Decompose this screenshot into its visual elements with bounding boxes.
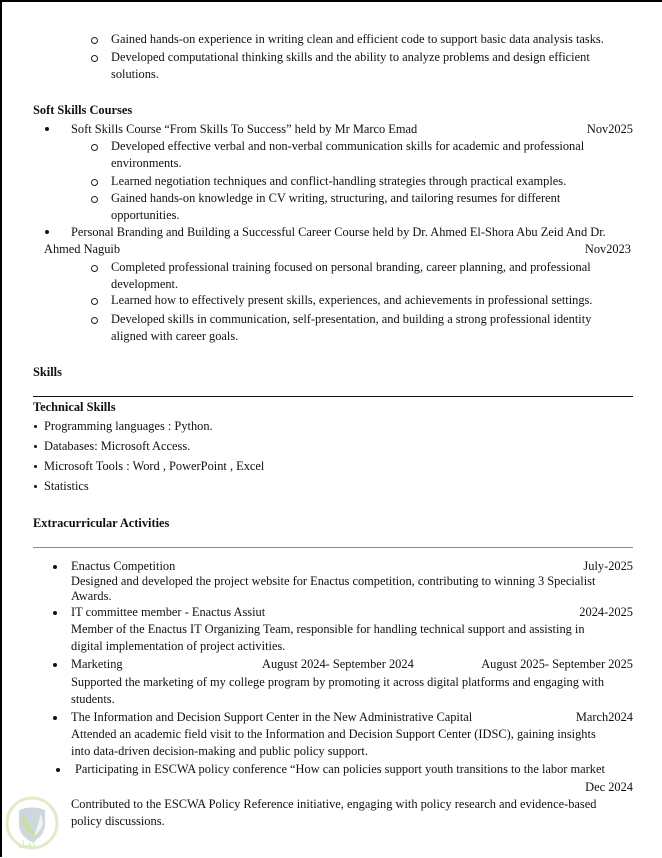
- bullet-icon: [53, 611, 57, 615]
- skill-item: Databases: Microsoft Access.: [44, 439, 191, 453]
- watermark-label: كفيل: [18, 840, 37, 850]
- bullet-text: Gained hands-on experience in writing clean and efficient code to support basic data analysis tasks.: [111, 32, 604, 46]
- activity-date: Dec 2024: [585, 780, 633, 794]
- skill-item: Statistics: [44, 479, 89, 493]
- bullet-text: Developed computational thinking skills and the ability to analyze problems and design efficient: [111, 50, 590, 64]
- activity-desc: students.: [71, 692, 115, 706]
- bullet-text: Completed professional training focused on personal branding, career planning, and professional: [111, 260, 591, 274]
- activity-desc: digital implementation of project activities.: [71, 639, 286, 653]
- activity-date-mid: August 2024- September 2024: [262, 657, 414, 671]
- hollow-bullet-icon: [91, 37, 98, 44]
- hollow-bullet-icon: [91, 298, 98, 305]
- bullet-icon: [53, 716, 57, 720]
- bullet-icon: [45, 230, 49, 234]
- hollow-bullet-icon: [91, 144, 98, 151]
- bullet-text: Learned how to effectively present skills, experiences, and achievements in professional settings.: [111, 293, 593, 307]
- bullet-text: solutions.: [111, 67, 159, 81]
- watermark-logo: [4, 796, 60, 854]
- bullet-icon: [56, 768, 60, 772]
- bullet-icon: [34, 465, 37, 468]
- activity-desc: Attended an academic field visit to the Information and Decision Support Center (IDSC), gaining insights: [71, 727, 596, 741]
- section-divider: [33, 396, 633, 397]
- bullet-icon: [34, 425, 37, 428]
- section-divider: [33, 547, 633, 548]
- bullet-text: environments.: [111, 156, 182, 170]
- activity-title: Participating in ESCWA policy conference “How can policies support youth transitions to the labor market: [75, 762, 605, 776]
- bullet-icon: [53, 565, 57, 569]
- activity-desc: Member of the Enactus IT Organizing Team, responsible for handling technical support and assisting in: [71, 622, 585, 636]
- activity-date: 2024-2025: [579, 605, 633, 619]
- bullet-text: aligned with career goals.: [111, 329, 239, 343]
- bullet-text: Learned negotiation techniques and conflict-handling strategies through practical examples.: [111, 174, 567, 188]
- activity-date: March2024: [575, 710, 633, 724]
- hollow-bullet-icon: [91, 265, 98, 272]
- bullet-text: opportunities.: [111, 208, 180, 222]
- activity-desc: into data-driven decision-making and public policy support.: [71, 744, 368, 758]
- skill-item: Programming languages : Python.: [44, 419, 213, 433]
- bullet-text: Gained hands-on knowledge in CV writing, structuring, and tailoring resumes for different: [111, 191, 561, 205]
- course-date: Nov2023: [584, 242, 631, 256]
- subheading-technical-skills: Technical Skills: [33, 400, 116, 414]
- skill-item: Microsoft Tools : Word , PowerPoint , Excel: [44, 459, 265, 473]
- activity-desc: Awards.: [71, 589, 112, 603]
- bullet-text: Developed effective verbal and non-verbal communication skills for academic and professional: [111, 139, 585, 153]
- activity-date: July-2025: [583, 559, 633, 573]
- section-heading-activities: Extracurricular Activities: [33, 516, 170, 530]
- activity-desc: Contributed to the ESCWA Policy Reference initiative, engaging with policy research and evidence-based: [71, 797, 597, 811]
- activity-title: The Information and Decision Support Center in the New Administrative Capital: [71, 710, 473, 724]
- activity-desc: Supported the marketing of my college program by promoting it across digital platforms and engaging with: [71, 675, 605, 689]
- bullet-icon: [34, 485, 37, 488]
- section-heading-soft-skills: Soft Skills Courses: [33, 103, 133, 117]
- activity-title: Enactus Competition: [71, 559, 176, 573]
- course-title-cont: Ahmed Naguib: [44, 242, 121, 256]
- bullet-icon: [45, 127, 49, 131]
- activity-date: August 2025- September 2025: [481, 657, 633, 671]
- bullet-icon: [34, 445, 37, 448]
- hollow-bullet-icon: [91, 196, 98, 203]
- activity-title: Marketing: [71, 657, 123, 671]
- hollow-bullet-icon: [91, 55, 98, 62]
- hollow-bullet-icon: [91, 317, 98, 324]
- course-date: Nov2025: [586, 122, 633, 136]
- activity-desc: policy discussions.: [71, 814, 165, 828]
- course-title: Personal Branding and Building a Successful Career Course held by Dr. Ahmed El-Shora Abu Zeid And Dr.: [71, 225, 606, 239]
- hollow-bullet-icon: [91, 179, 98, 186]
- course-title: Soft Skills Course “From Skills To Success” held by Mr Marco Emad: [71, 122, 418, 136]
- activity-title: IT committee member - Enactus Assiut: [71, 605, 266, 619]
- bullet-text: Developed skills in communication, self-presentation, and building a strong professional identity: [111, 312, 592, 326]
- bullet-icon: [53, 663, 57, 667]
- bullet-text: development.: [111, 277, 179, 291]
- activity-desc: Designed and developed the project website for Enactus competition, contributing to winning 3 Specialist: [71, 574, 596, 588]
- section-heading-skills: Skills: [33, 365, 62, 379]
